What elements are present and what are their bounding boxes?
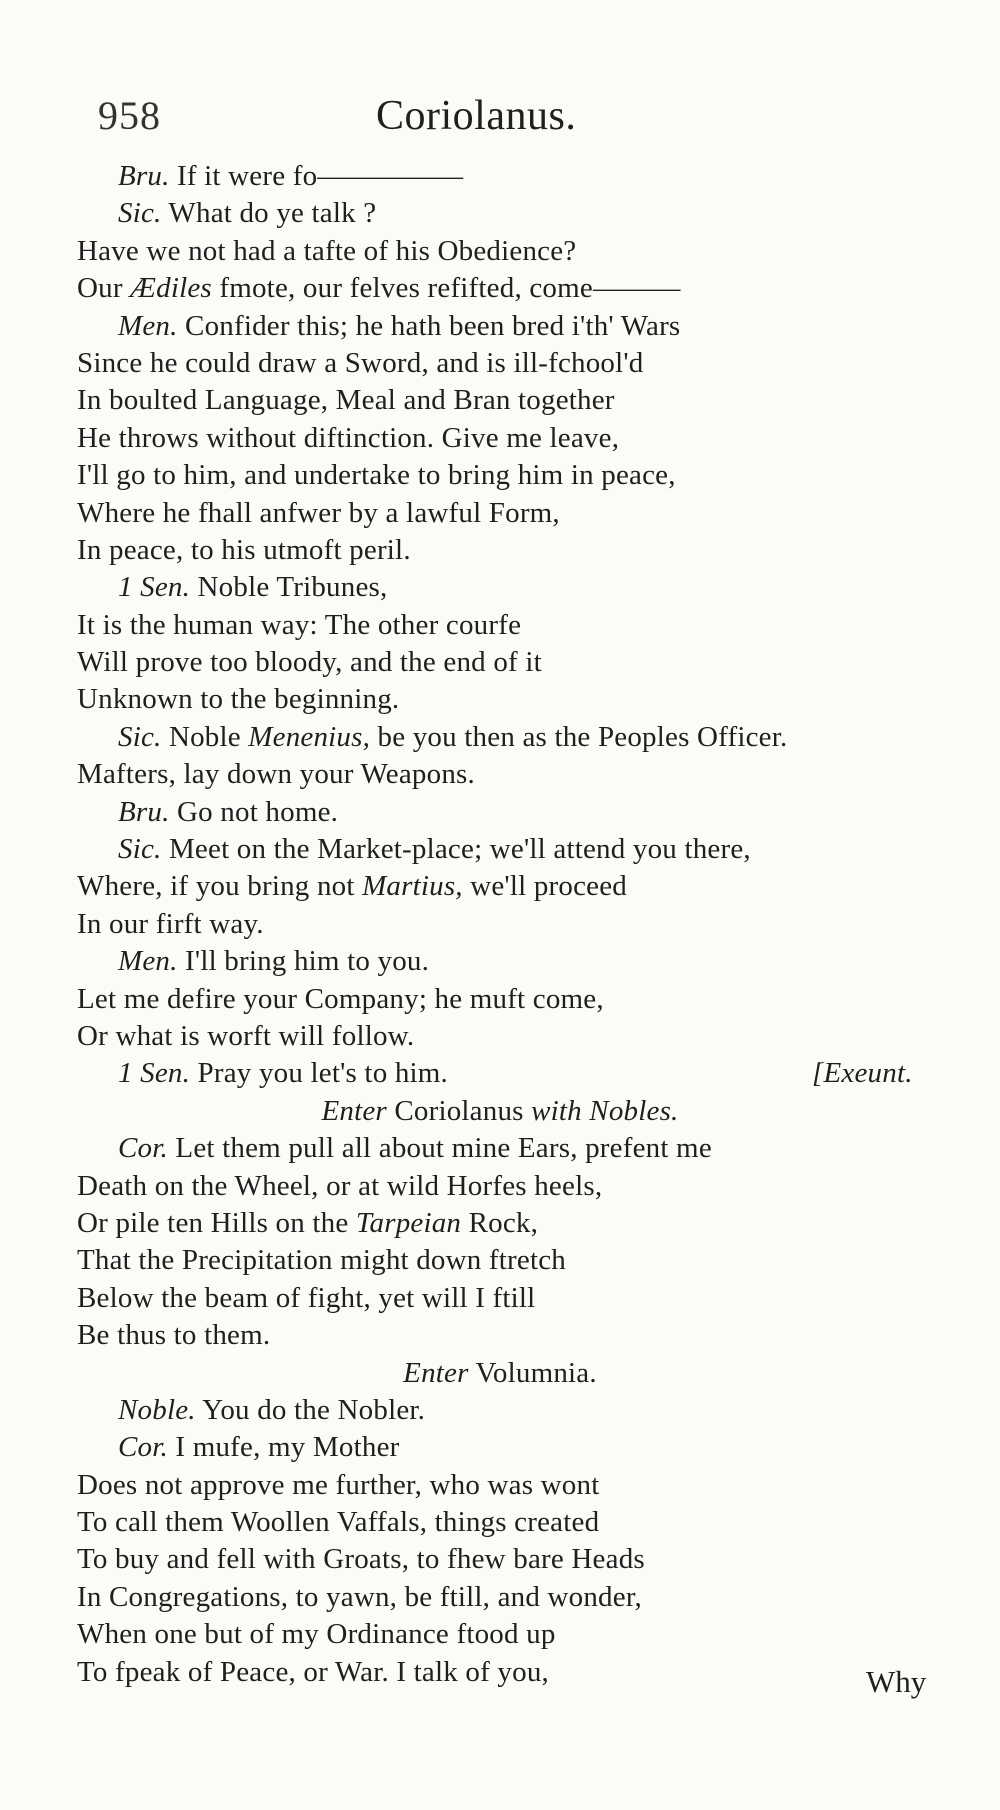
speaker-name: 1 Sen.: [118, 1057, 191, 1090]
line-text: Will prove too bloody, and the end of it: [77, 646, 542, 679]
italic-name: Tarpeian: [355, 1206, 462, 1239]
line-text: In peace, to his utmoft peril.: [77, 533, 411, 566]
verse-line: [0, 906, 1000, 943]
line-text: Confider this; he hath been bred i'th' Wars: [185, 309, 681, 342]
verse-line: [0, 1616, 1000, 1653]
speaker-name: Cor.: [118, 1431, 168, 1464]
verse-line: [0, 868, 1000, 905]
verse-line: [0, 233, 1000, 270]
line-text: It is the human way: The other courfe: [77, 608, 522, 641]
line-text: Our: [77, 272, 131, 305]
speech-line: [0, 195, 1000, 232]
verse-line: [0, 1205, 1000, 1242]
line-text: Go not home.: [177, 795, 339, 828]
running-title: Coriolanus.: [376, 93, 577, 139]
verse-line: [0, 644, 1000, 681]
speaker-name: Bru.: [118, 160, 170, 192]
speaker-name: Bru.: [118, 795, 170, 828]
line-text: Be thus to them.: [77, 1319, 271, 1352]
speaker-name: Men.: [118, 309, 178, 342]
line-text: In our firft way.: [77, 907, 264, 940]
speech-line: [0, 569, 1000, 606]
stage-direction-character: Coriolanus: [386, 1094, 532, 1127]
line-text: Noble: [168, 720, 249, 753]
verse-line: [0, 1168, 1000, 1205]
speaker-name: Sic.: [118, 197, 162, 230]
speech-line: [0, 308, 1000, 345]
line-text: To buy and fell with Groats, to fhew bare Heads: [77, 1543, 645, 1576]
line-text: What do ye talk ?: [168, 197, 377, 230]
verse-line: [0, 1018, 1000, 1055]
line-text: In Congregations, to yawn, be ftill, and wonder,: [77, 1580, 642, 1613]
line-text: That the Precipitation might down ftretch: [77, 1244, 566, 1277]
line-text: When one but of my Ordinance ftood up: [77, 1618, 556, 1651]
speaker-name: Cor.: [118, 1132, 168, 1165]
line-text: we'll proceed: [462, 870, 627, 903]
speaker-name: Sic.: [118, 833, 162, 866]
verse-line: [0, 1280, 1000, 1317]
speech-line: [0, 943, 1000, 980]
line-text: Or pile ten Hills on the: [77, 1206, 356, 1239]
page-number: 958: [98, 93, 161, 138]
line-text: Unknown to the beginning.: [77, 683, 400, 716]
italic-name: Menenius,: [248, 720, 371, 753]
line-text: Meet on the Market-place; we'll attend you there,: [168, 833, 751, 866]
speech-line: [0, 1429, 1000, 1466]
page-header: [98, 92, 940, 142]
verse-line: [0, 270, 1000, 307]
line-text: Or what is worft will follow.: [77, 1019, 415, 1052]
speech-line: [0, 1055, 1000, 1092]
speech-line: [0, 158, 1000, 195]
catchword: Why: [866, 1664, 927, 1699]
line-text: To fpeak of Peace, or War. I talk of you,: [77, 1655, 549, 1688]
line-text: You do the Nobler.: [202, 1393, 426, 1426]
play-text: [0, 158, 1000, 1691]
verse-line: [0, 532, 1000, 569]
line-text: In boulted Language, Meal and Bran together: [77, 384, 615, 417]
verse-line: [0, 1579, 1000, 1616]
line-text: I mufe, my Mother: [175, 1431, 400, 1464]
stage-direction: [0, 1093, 1000, 1130]
line-text: Let me defire your Company; he muft come,: [77, 982, 604, 1015]
speech-line: [0, 1130, 1000, 1167]
stage-direction-character: Volumnia.: [468, 1356, 597, 1389]
verse-line: [0, 607, 1000, 644]
italic-name: Ædiles: [130, 272, 212, 305]
line-text: Where, if you bring not: [77, 870, 363, 903]
verse-line: [0, 1654, 1000, 1691]
speech-line: [0, 794, 1000, 831]
speaker-name: Noble.: [118, 1393, 196, 1426]
line-text: Noble Tribunes,: [197, 571, 388, 604]
verse-line: [0, 345, 1000, 382]
line-text: Below the beam of fight, yet will I ftill: [77, 1281, 536, 1314]
verse-line: [0, 1317, 1000, 1354]
line-text: fmote, our felves refifted, come———: [211, 272, 681, 305]
speech-line: [0, 719, 1000, 756]
line-text: Have we not had a tafte of his Obedience?: [77, 234, 577, 267]
line-text: I'll go to him, and undertake to bring him in peace,: [77, 459, 676, 492]
verse-line: [0, 1541, 1000, 1578]
speech-line: [0, 1392, 1000, 1429]
line-text: I'll bring him to you.: [185, 945, 430, 978]
stage-direction-enter: Enter: [403, 1356, 469, 1389]
verse-line: [0, 981, 1000, 1018]
verse-line: [0, 681, 1000, 718]
line-text: Let them pull all about mine Ears, prefent me: [175, 1132, 712, 1165]
verse-line: [0, 382, 1000, 419]
line-text: Death on the Wheel, or at wild Horfes heels,: [77, 1169, 603, 1202]
line-text: Rock,: [461, 1206, 539, 1239]
italic-name: Martius,: [362, 870, 463, 903]
line-text: Where he fhall anfwer by a lawful Form,: [77, 496, 560, 529]
line-text: If it were fo—————: [177, 160, 464, 192]
speaker-name: Sic.: [118, 720, 162, 753]
speech-line: [0, 831, 1000, 868]
line-text: Pray you let's to him.: [197, 1057, 449, 1090]
verse-line: [0, 1504, 1000, 1541]
stage-direction: [0, 1355, 1000, 1392]
line-text: Since he could draw a Sword, and is ill-fchool'd: [77, 346, 644, 379]
verse-line: [0, 1242, 1000, 1279]
line-text: be you then as the Peoples Officer.: [370, 720, 788, 753]
line-text: To call them Woollen Vaffals, things created: [77, 1506, 600, 1539]
verse-line: [0, 420, 1000, 457]
exit-direction: [Exeunt.: [812, 1057, 913, 1090]
verse-line: [0, 495, 1000, 532]
stage-direction-enter: Enter: [321, 1094, 387, 1127]
verse-line: [0, 756, 1000, 793]
verse-line: [0, 457, 1000, 494]
speaker-name: Men.: [118, 945, 178, 978]
line-text: He throws without diftinction. Give me leave,: [77, 421, 620, 454]
verse-line: [0, 1467, 1000, 1504]
stage-direction-note: with Nobles.: [531, 1094, 679, 1127]
speaker-name: 1 Sen.: [118, 571, 191, 604]
line-text: Mafters, lay down your Weapons.: [77, 758, 475, 791]
line-text: Does not approve me further, who was wont: [77, 1468, 600, 1501]
